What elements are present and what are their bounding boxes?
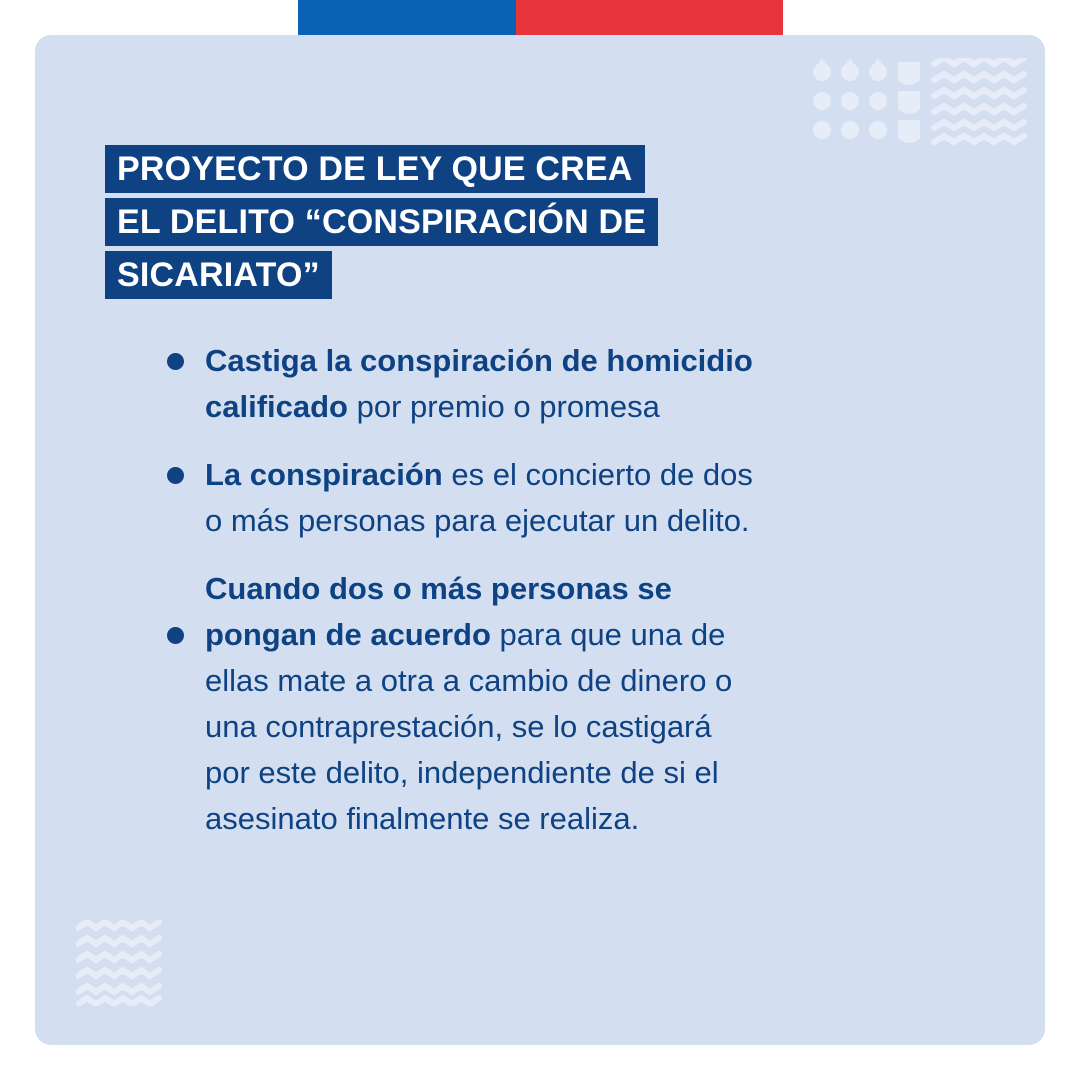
bullet-line — [205, 384, 880, 430]
bullet-line — [205, 796, 880, 842]
bullet-text: una contraprestación, se lo castigará — [205, 709, 712, 744]
bullet-text: por este delito, independiente de si el — [205, 755, 719, 790]
bullet-line — [205, 704, 880, 750]
flag-bar-red — [516, 0, 783, 35]
bullet-line — [205, 612, 880, 658]
bullet-text: ellas mate a otra a cambio de dinero o — [205, 663, 733, 698]
bullet-text-bold: Cuando dos o más personas se — [205, 571, 672, 606]
list-item — [160, 452, 880, 544]
bullet-list — [160, 338, 880, 842]
bullet-text-bold: calificado — [205, 389, 348, 424]
title-line-2: EL DELITO “CONSPIRACIÓN DE — [105, 198, 658, 246]
waves-decoration-icon — [76, 920, 172, 1006]
bullet-dot-icon — [167, 627, 184, 644]
bullet-text-bold: pongan de acuerdo — [205, 617, 491, 652]
list-item — [160, 566, 880, 842]
bullet-line — [205, 750, 880, 796]
bullet-text-bold: La conspiración — [205, 457, 443, 492]
bullet-text-bold: Castiga la conspiración de homicidio — [205, 343, 753, 378]
bullet-dot-icon — [167, 467, 184, 484]
bullet-text: para que una de — [490, 617, 726, 652]
title-line-1: PROYECTO DE LEY QUE CREA — [105, 145, 645, 193]
flag-bar-blue — [298, 0, 516, 35]
bullet-line — [205, 338, 880, 384]
bullet-line — [205, 452, 880, 498]
list-item — [160, 338, 880, 430]
bullet-text: es el concierto de dos — [442, 457, 753, 492]
page-title — [105, 145, 658, 304]
bullet-line — [205, 566, 880, 612]
bullet-line — [205, 658, 880, 704]
bullet-dot-icon — [167, 353, 184, 370]
bullet-text: por premio o promesa — [348, 389, 660, 424]
bullet-text: asesinato finalmente se realiza. — [205, 801, 640, 836]
bullet-line — [205, 498, 880, 544]
title-line-3: SICARIATO” — [105, 251, 332, 299]
bullet-text: o más personas para ejecutar un delito. — [205, 503, 750, 538]
wheat-waves-decoration-icon — [808, 58, 1028, 146]
